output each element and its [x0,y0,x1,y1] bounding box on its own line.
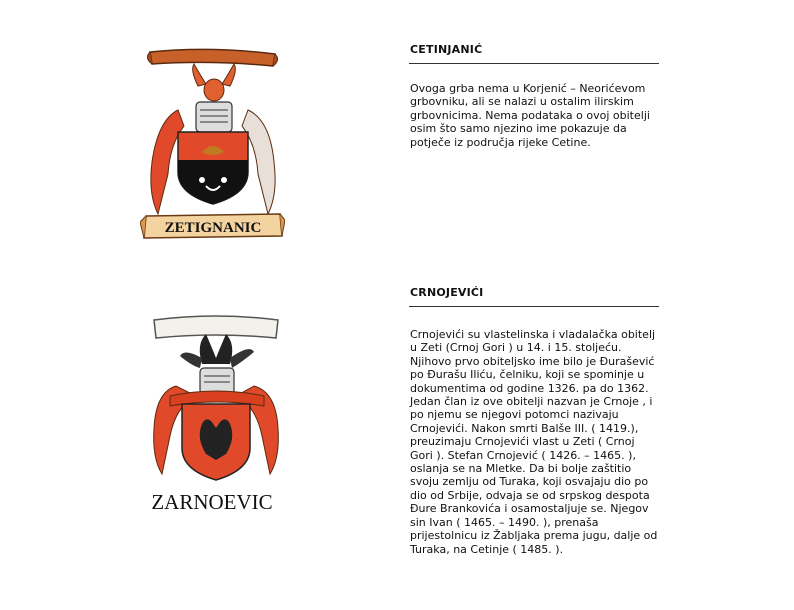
crest-crnojevici-image [146,308,286,522]
entry-body: Crnojevići su vlastelinska i vladalačka obitelj u Zeti (Crnoj Gori ) u 14. i 15. stoljeću. Njihovo prvo obiteljsko ime bilo je Đurašević po Đurašu Iliću, čelniku, koji se spominje u dokumentima od godine 1326. pa do 1362. Jedan član iz ove obitelji nazvan je Crnoje , i po njemu se njegovi potomci nazivaju Crnojevići. Nakon smrti Balše III. ( 1419.), preuzimaju Crnojevići vlast u Zeti ( Crnoj Gori ). Stefan Crnojević ( 1426. – 1465. ), oslanja se na Mletke. Da bi bolje zaštitio svoju zemlju od Turaka, koji osvajaju dio po dio od Srbije, odvaja se od srpskog despota Đure Brankovića i osamostaljuje se. Njegov sin Ivan ( 1465. – 1490. ), prenaša prijestolnicu iz Žabljaka prema jugu, dalje od Turaka, na Cetinje ( 1485. ). [410,328,658,556]
entry-body: Ovoga grba nema u Korjenić – Neorićevom grbovniku, ali se nalazi u ostalim ilirskim grbovnicima. Nema podataka o ovoj obitelji osim što samo njezino ime pokazuje da potječe iz područja rijeke Cetine. [410,82,650,149]
entry-title: CRNOJEVIĆI [409,286,659,307]
crest-cetinjanic-image [140,44,285,246]
crest-name-label: ZARNOEVIC [151,490,273,514]
crest-name-label: ZETIGNANIC [164,220,262,236]
entry-title: CETINJANIĆ [409,43,659,64]
